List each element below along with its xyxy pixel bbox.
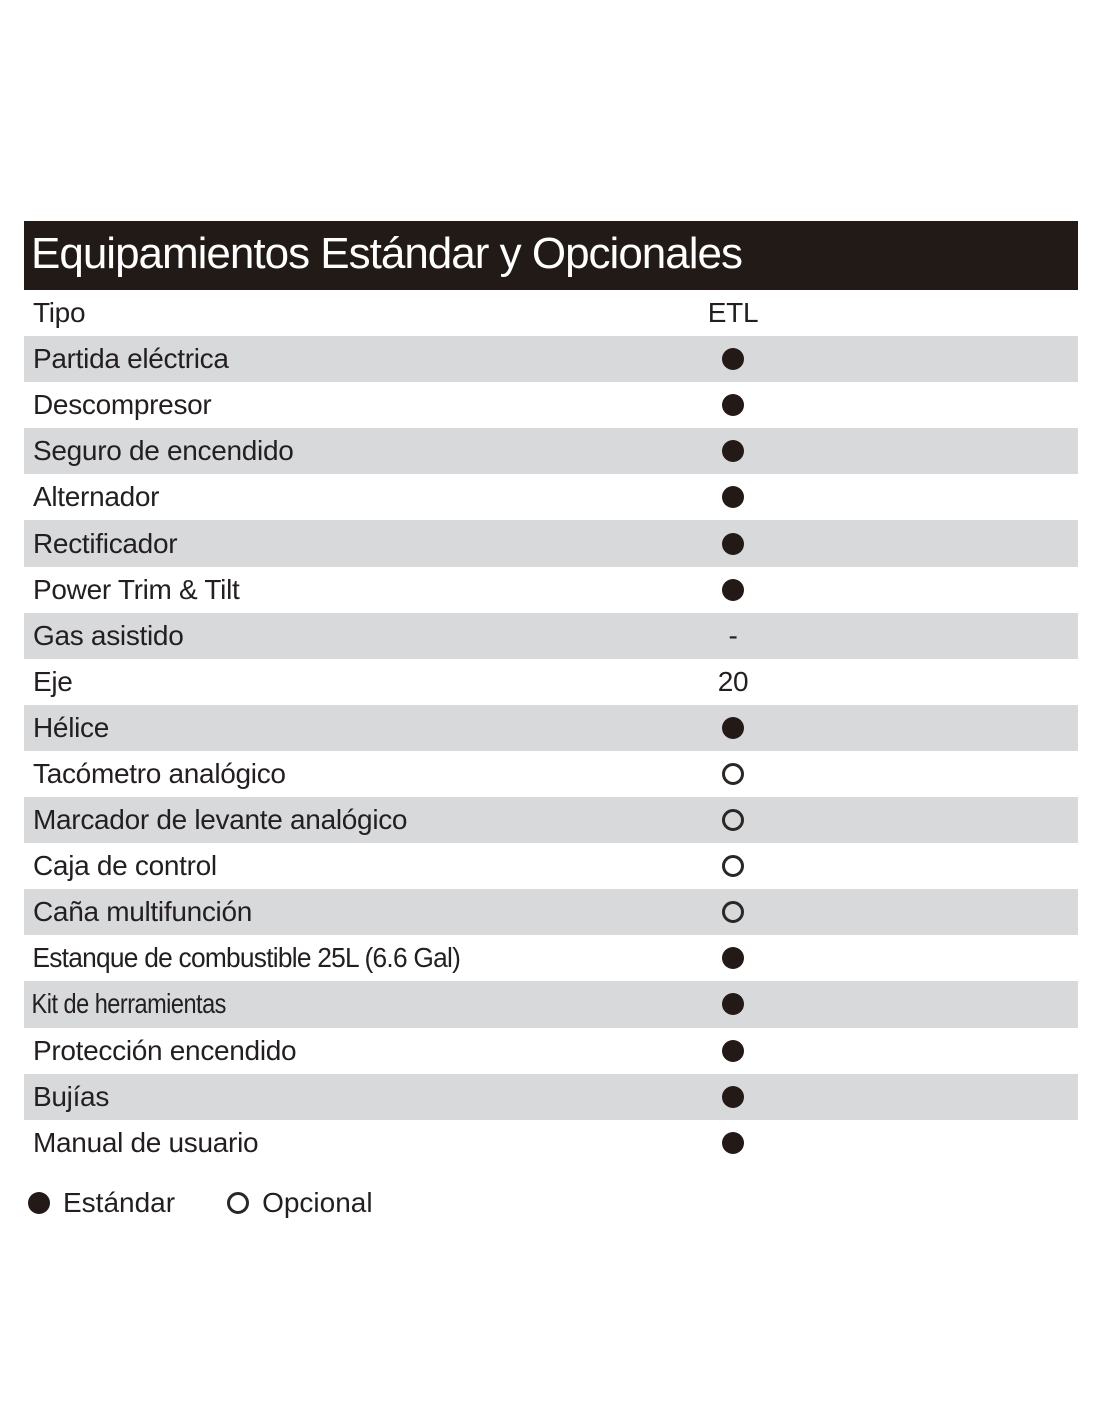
table-row <box>24 1120 1078 1166</box>
table-header-row <box>24 290 1078 336</box>
table-row <box>24 659 1078 705</box>
row-label: Eje <box>33 665 73 697</box>
table-row <box>24 382 1078 428</box>
standard-dot-icon <box>722 1040 744 1062</box>
table-row <box>24 613 1078 659</box>
column-header-text: ETL <box>707 297 759 329</box>
optional-circle-icon <box>722 763 744 785</box>
row-value <box>673 981 793 1027</box>
legend-item-standard <box>28 1182 175 1224</box>
standard-dot-icon <box>722 1086 744 1108</box>
optional-circle-icon <box>722 855 744 877</box>
table-row <box>24 1028 1078 1074</box>
optional-circle-icon <box>722 809 744 831</box>
table-row <box>24 1074 1078 1120</box>
row-label: Kit de herramientas <box>31 988 226 1020</box>
row-value <box>673 889 793 935</box>
row-value <box>673 336 793 382</box>
standard-dot-icon <box>722 579 744 601</box>
table-rows <box>24 336 1078 1166</box>
header-row-value <box>673 290 793 336</box>
table-row <box>24 981 1078 1027</box>
table-title: Equipamientos Estándar y Opcionales <box>31 229 742 278</box>
table-row <box>24 520 1078 566</box>
row-value <box>673 935 793 981</box>
row-label: Hélice <box>33 711 110 743</box>
row-label: Partida eléctrica <box>33 343 229 375</box>
equipment-table <box>24 290 1078 1166</box>
row-label: Tacómetro analógico <box>33 757 286 789</box>
standard-dot-icon <box>722 440 744 462</box>
legend-optional-label: Opcional <box>262 1187 373 1218</box>
table-row <box>24 843 1078 889</box>
row-label: Marcador de levante analógico <box>33 804 408 836</box>
row-value <box>673 659 793 705</box>
standard-dot-icon <box>722 1132 744 1154</box>
row-label: Seguro de encendido <box>33 435 294 467</box>
row-value <box>673 382 793 428</box>
standard-dot-icon <box>722 348 744 370</box>
row-label: Power Trim & Tilt <box>33 573 240 605</box>
row-label: Caña multifunción <box>33 896 253 928</box>
row-value-text: 20 <box>717 665 749 697</box>
legend-item-optional <box>227 1182 373 1224</box>
row-value <box>673 797 793 843</box>
legend <box>28 1182 373 1224</box>
row-value <box>673 751 793 797</box>
row-value <box>673 1074 793 1120</box>
row-value <box>673 567 793 613</box>
row-label: Rectificador <box>33 527 178 559</box>
table-row <box>24 567 1078 613</box>
table-row <box>24 336 1078 382</box>
header-row-label: Tipo <box>33 297 86 329</box>
table-row <box>24 705 1078 751</box>
table-row <box>24 474 1078 520</box>
standard-dot-icon <box>722 533 744 555</box>
row-label: Descompresor <box>33 389 212 421</box>
standard-dot-icon <box>722 717 744 739</box>
table-title-bar <box>24 221 1078 290</box>
row-label: Protección encendido <box>33 1034 297 1066</box>
legend-standard-label: Estándar <box>63 1187 176 1218</box>
row-value <box>673 520 793 566</box>
row-value <box>673 1028 793 1074</box>
row-label: Bujías <box>33 1080 110 1112</box>
row-label: Manual de usuario <box>33 1126 259 1158</box>
standard-dot-icon <box>722 486 744 508</box>
optional-circle-icon <box>227 1192 249 1214</box>
table-row <box>24 797 1078 843</box>
optional-circle-icon <box>722 901 744 923</box>
row-value <box>673 1120 793 1166</box>
row-label: Gas asistido <box>33 619 184 651</box>
row-label: Estanque de combustible 25L (6.6 Gal) <box>32 942 461 974</box>
row-label: Alternador <box>33 481 160 513</box>
row-value <box>673 705 793 751</box>
row-value <box>673 428 793 474</box>
table-row <box>24 889 1078 935</box>
standard-dot-icon <box>722 947 744 969</box>
row-value <box>673 474 793 520</box>
standard-dot-icon <box>722 993 744 1015</box>
row-value <box>673 613 793 659</box>
table-row <box>24 428 1078 474</box>
row-label: Caja de control <box>33 850 217 882</box>
standard-dot-icon <box>28 1192 50 1214</box>
row-value-text: - <box>728 619 738 651</box>
standard-dot-icon <box>722 394 744 416</box>
row-value <box>673 843 793 889</box>
table-row <box>24 751 1078 797</box>
table-row <box>24 935 1078 981</box>
